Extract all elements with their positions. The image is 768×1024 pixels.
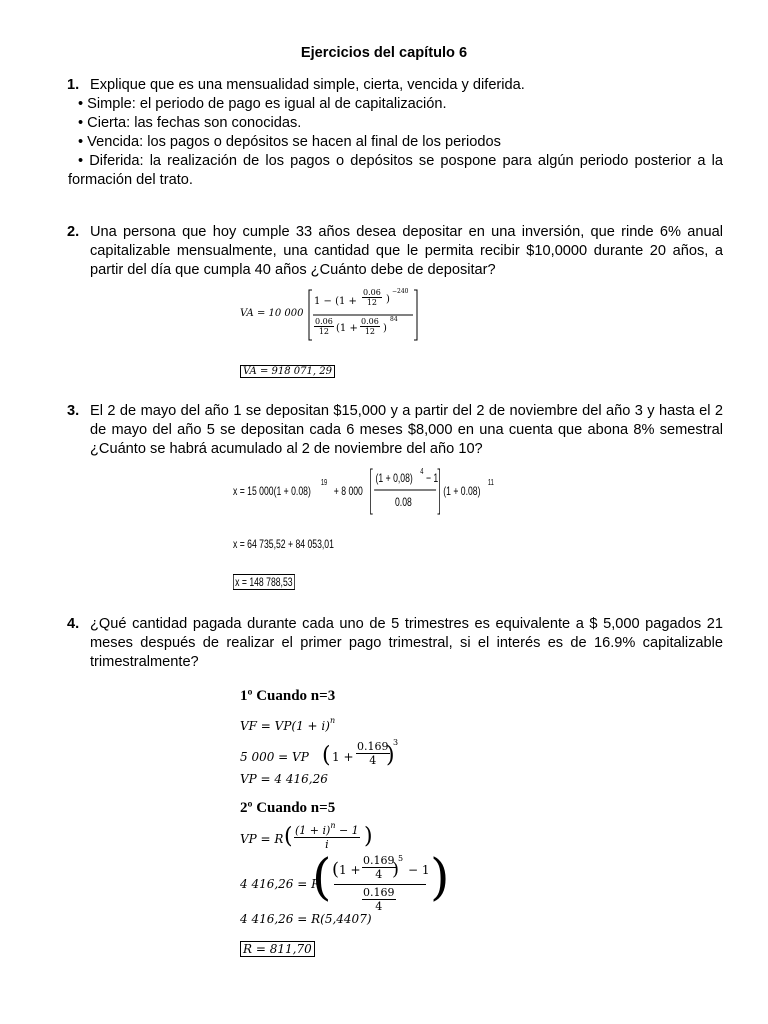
- rate-den: 4: [375, 868, 383, 881]
- formula-den: i: [325, 838, 329, 851]
- fraction-bar: [334, 884, 426, 885]
- r-result-box: [240, 942, 315, 956]
- exponent: 19: [320, 478, 328, 487]
- formula-lhs: VA = 10 000: [240, 308, 304, 319]
- question-number: 4.: [67, 616, 80, 632]
- exponent: 5: [398, 854, 404, 863]
- question-2: [68, 223, 723, 280]
- question-1: [68, 76, 723, 95]
- question-3: [68, 402, 723, 459]
- question-number: 1.: [67, 77, 80, 93]
- inner-paren-close: ): [392, 859, 400, 880]
- r-result: R = 811,70: [240, 941, 315, 957]
- paren-close: ): [430, 848, 450, 906]
- exponent: 4: [420, 467, 424, 476]
- rate-den: 12: [318, 327, 329, 336]
- formula-r-factor: 4 416,26 = R(5,4407): [240, 912, 372, 926]
- formula-den-frac: [314, 317, 334, 336]
- one-plus: 1 +: [332, 750, 354, 764]
- one-plus: 1 +: [339, 863, 361, 877]
- case-n5-heading: 2º Cuando n=5: [240, 800, 336, 816]
- exponent: n: [330, 821, 336, 830]
- formula-vp: VP = 4 416,26: [240, 772, 328, 786]
- question-4: [68, 615, 723, 672]
- formula-rate-frac-2: [360, 317, 380, 336]
- formula-num-tail: − 1: [425, 471, 439, 485]
- bullet-cierta: • Cierta: las fechas son conocidas.: [78, 115, 302, 131]
- paren-open: (: [284, 824, 293, 849]
- exponent: 3: [393, 738, 399, 747]
- rate-den: 12: [366, 298, 377, 307]
- page-title: Ejercicios del capítulo 6: [300, 45, 468, 61]
- paren-close: ): [383, 323, 387, 334]
- den-frac: [362, 886, 396, 913]
- formula-x: [233, 468, 503, 518]
- question-text: El 2 de mayo del año 1 se depositan $15,000 y a partir del 2 de noviembre del año 3 y hasta el 2 de mayo del año 5 se depositan cada 6 meses $8,000 en una cuenta que abona 8% semestral ¿Cuánto se habrá acumulado al 2 de noviembre del año 10?: [90, 403, 723, 457]
- rate-num: 0.169: [357, 740, 389, 753]
- formula-term-b: + 8 000: [333, 484, 363, 498]
- formula-num: (1 + i): [295, 824, 331, 837]
- formula-den: 0.08: [395, 495, 412, 509]
- rate-num: 0.06: [363, 288, 381, 297]
- paren-open: (: [312, 848, 332, 906]
- rate-den: 4: [375, 900, 383, 913]
- formula-lhs: VP = R: [240, 832, 284, 846]
- exponent: 84: [390, 316, 398, 323]
- exponent: n: [329, 716, 336, 725]
- case-n3-heading: 1º Cuando n=3: [240, 688, 336, 704]
- x-result: x = 148 788,53: [233, 574, 295, 590]
- formula-va: [240, 286, 425, 342]
- paren-open: (: [322, 743, 331, 768]
- question-text: ¿Qué cantidad pagada durante cada uno de 5 trimestres es equivalente a $ 5,000 pagados 21 meses después de realizar el primer pago trimestral, si el interés es de 16.9% capitalizable trimestralmente?: [90, 616, 723, 670]
- formula-x-sum: x = 64 735,52 + 84 053,01: [233, 537, 334, 551]
- exponent: 11: [487, 478, 494, 487]
- paren-close: ): [386, 294, 390, 305]
- bullet-diferida: • Diferida: la realización de los pagos o depósitos se pospone para algún periodo posterior a la formación del trato.: [68, 153, 723, 188]
- question-text: Una persona que hoy cumple 33 años desea depositar en una inversión, que rinde 6% anual capitalizable mensualmente, una cantidad que le permita recibir $10,0000 durante 20 años, a partir del día que cumpla 40 años ¿Cuánto debe de depositar?: [90, 224, 723, 278]
- paren-open: (1 +: [336, 323, 358, 334]
- va-result-box: [240, 366, 335, 377]
- bullet-vencida: • Vencida: los pagos o depósitos se hacen al final de los periodos: [78, 134, 501, 150]
- x-result-box: [233, 575, 295, 589]
- formula-vf: VF = VP(1 + i): [240, 719, 330, 733]
- rate-num: 0.06: [361, 317, 379, 326]
- rate-num: 0.169: [363, 854, 395, 867]
- formula-term-a: x = 15 000(1 + 0.08): [233, 484, 311, 498]
- formula-term-c: (1 + 0.08): [443, 484, 481, 498]
- rate-num: 0.06: [315, 317, 333, 326]
- formula-num-tail: − 1: [338, 824, 359, 837]
- formula-rate-frac: [362, 288, 382, 307]
- question-text: Explique que es una mensualidad simple, cierta, vencida y diferida.: [90, 77, 525, 93]
- formula-lhs: 4 416,26 = R: [240, 877, 321, 891]
- formula-frac: [294, 821, 360, 851]
- formula-lhs: 5 000 = VP: [240, 750, 309, 764]
- va-result: VA = 918 071, 29: [240, 365, 335, 378]
- rate-den: 12: [364, 327, 375, 336]
- rate-frac: [356, 740, 390, 767]
- question-number: 2.: [67, 224, 80, 240]
- formula-tail: − 1: [408, 863, 430, 877]
- exponent: −240: [392, 288, 409, 295]
- inner-frac: [362, 854, 396, 881]
- rate-den: 4: [369, 754, 377, 767]
- rate-num: 0.169: [363, 886, 395, 899]
- bullet-simple: • Simple: el periodo de pago es igual al de capitalización.: [78, 96, 447, 112]
- formula-num: (1 + 0,08): [375, 471, 413, 485]
- paren-close: ): [386, 743, 395, 768]
- inner-paren-open: (: [332, 859, 340, 880]
- question-number: 3.: [67, 403, 80, 419]
- paren-close: ): [364, 824, 373, 849]
- formula-one-minus: 1 − (1 +: [314, 296, 357, 307]
